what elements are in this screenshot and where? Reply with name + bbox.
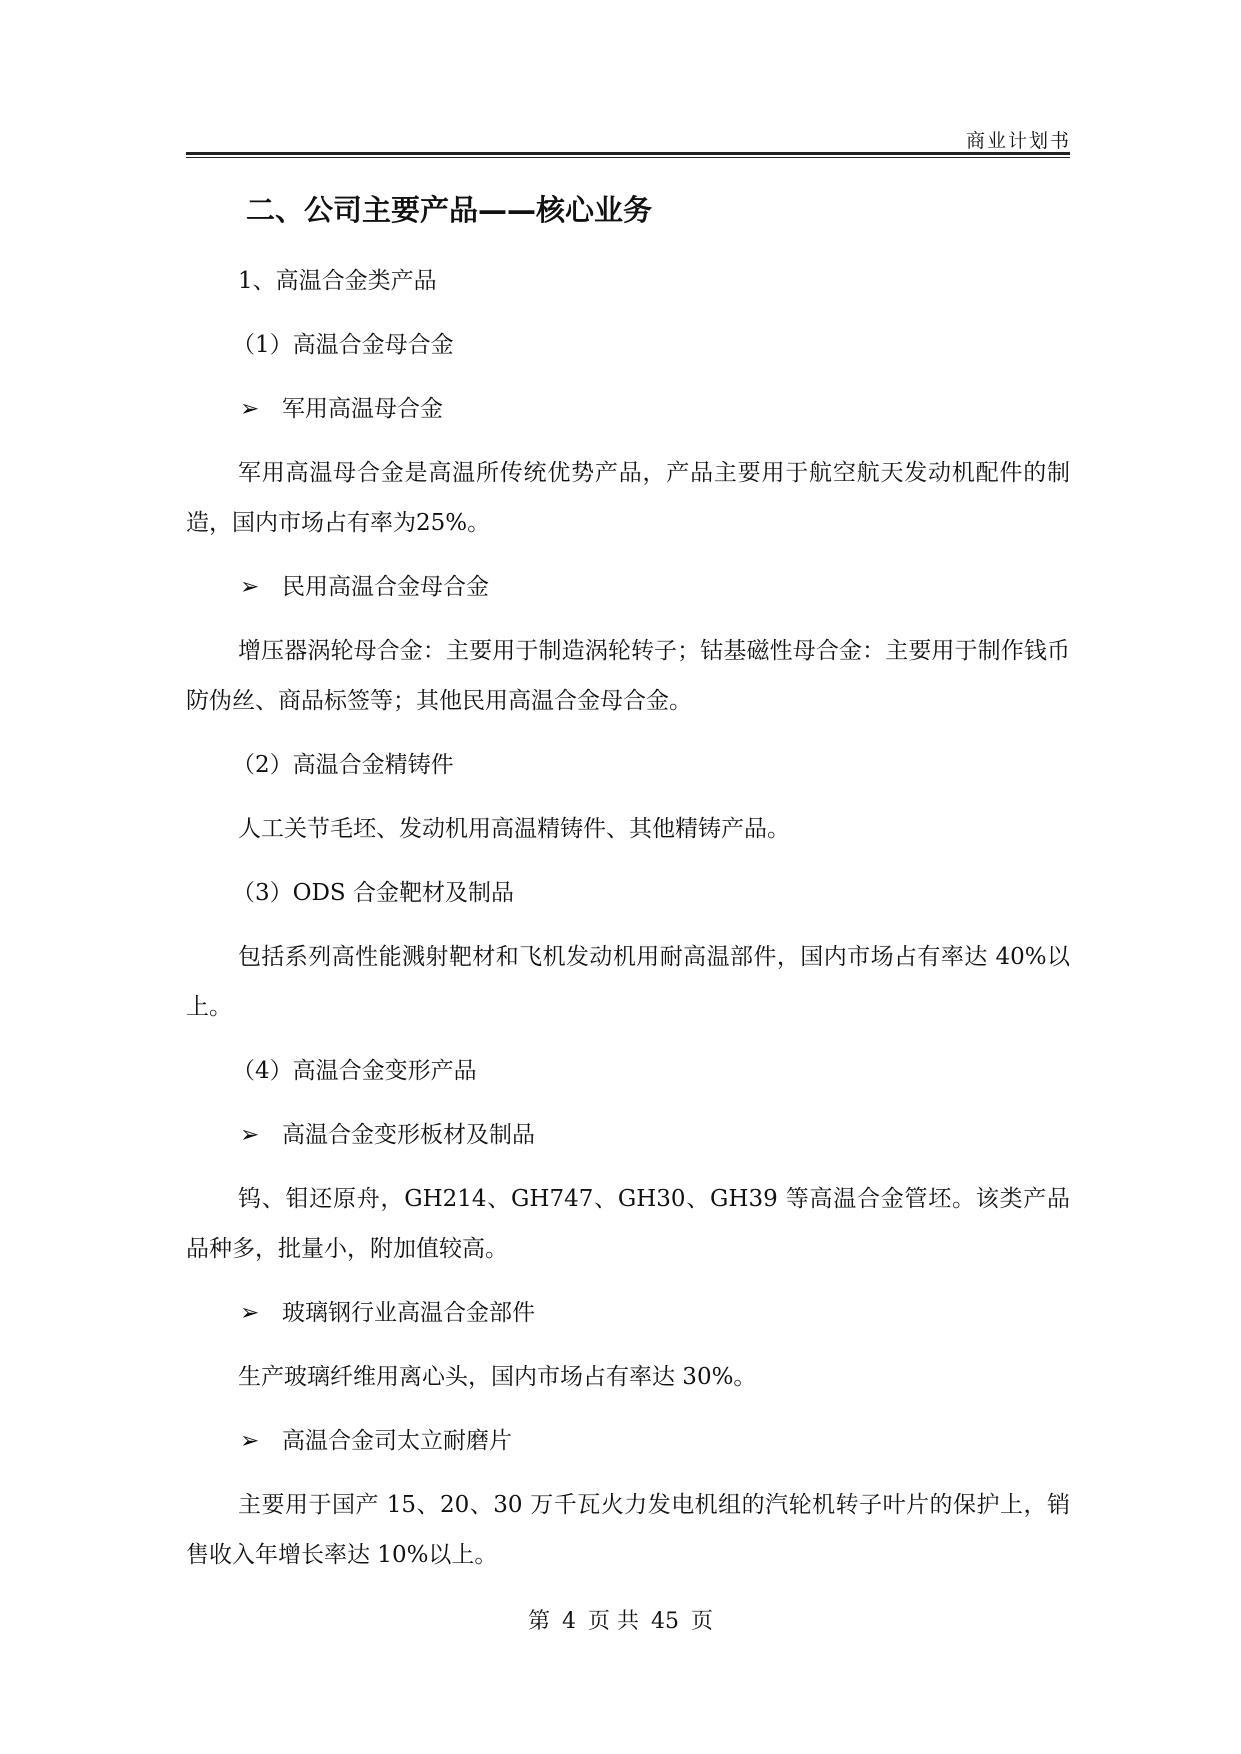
paragraph: 主要用于国产 15、20、30 万千瓦火力发电机组的汽轮机转子叶片的保护上，销售收入年增长率达 10%以上。 bbox=[186, 1492, 1070, 1568]
bullet-label: 军用高温母合金 bbox=[282, 396, 443, 422]
bullet-label: 高温合金司太立耐磨片 bbox=[282, 1428, 512, 1454]
header-rule-thin bbox=[186, 157, 1070, 158]
paragraph: 增压器涡轮母合金：主要用于制造涡轮转子；钴基磁性母合金：主要用于制作钱币防伪丝、商品标签等；其他民用高温合金母合金。 bbox=[186, 638, 1070, 714]
bullet-item bbox=[186, 1110, 1070, 1160]
bullet-arrow-icon: ➢ bbox=[240, 396, 260, 422]
header-rule-thick bbox=[186, 152, 1070, 155]
bullet-item bbox=[186, 1288, 1070, 1338]
footer-total-pages: 45 bbox=[651, 1609, 679, 1634]
bullet-arrow-icon: ➢ bbox=[240, 1300, 260, 1326]
bullet-item bbox=[186, 384, 1070, 434]
footer-page-number: 4 bbox=[562, 1609, 576, 1634]
page-content bbox=[186, 188, 1070, 1594]
footer-suffix: 页 bbox=[691, 1609, 714, 1634]
bullet-arrow-icon: ➢ bbox=[240, 1428, 260, 1454]
paragraph: 生产玻璃纤维用离心头，国内市场占有率达 30%。 bbox=[238, 1364, 757, 1390]
heading-item-1: 1、高温合金类产品 bbox=[238, 268, 437, 294]
subheading-3: （3）ODS 合金靶材及制品 bbox=[232, 880, 514, 906]
footer-prefix: 第 bbox=[527, 1609, 550, 1634]
bullet-arrow-icon: ➢ bbox=[240, 1122, 260, 1148]
subheading-1: （1）高温合金母合金 bbox=[232, 332, 454, 358]
subheading-4: （4）高温合金变形产品 bbox=[232, 1058, 477, 1084]
footer-mid: 页 共 bbox=[588, 1609, 639, 1634]
bullet-label: 民用高温合金母合金 bbox=[282, 574, 489, 600]
paragraph: 钨、钼还原舟，GH214、GH747、GH30、GH39 等高温合金管坯。该类产品品种多，批量小，附加值较高。 bbox=[186, 1186, 1070, 1262]
section-title: 二、公司主要产品——核心业务 bbox=[246, 193, 653, 227]
bullet-label: 玻璃钢行业高温合金部件 bbox=[282, 1300, 535, 1326]
bullet-item bbox=[186, 1416, 1070, 1466]
bullet-label: 高温合金变形板材及制品 bbox=[282, 1122, 535, 1148]
bullet-item bbox=[186, 562, 1070, 612]
subheading-2: （2）高温合金精铸件 bbox=[232, 752, 454, 778]
paragraph: 包括系列高性能溅射靶材和飞机发动机用耐高温部件，国内市场占有率达 40%以上。 bbox=[186, 944, 1070, 1020]
paragraph: 人工关节毛坯、发动机用高温精铸件、其他精铸产品。 bbox=[238, 816, 790, 842]
bullet-arrow-icon: ➢ bbox=[240, 574, 260, 600]
page-footer bbox=[0, 1604, 1241, 1635]
paragraph: 军用高温母合金是高温所传统优势产品，产品主要用于航空航天发动机配件的制造，国内市场占有率为25%。 bbox=[186, 460, 1070, 536]
header-title: 商业计划书 bbox=[965, 130, 1071, 152]
